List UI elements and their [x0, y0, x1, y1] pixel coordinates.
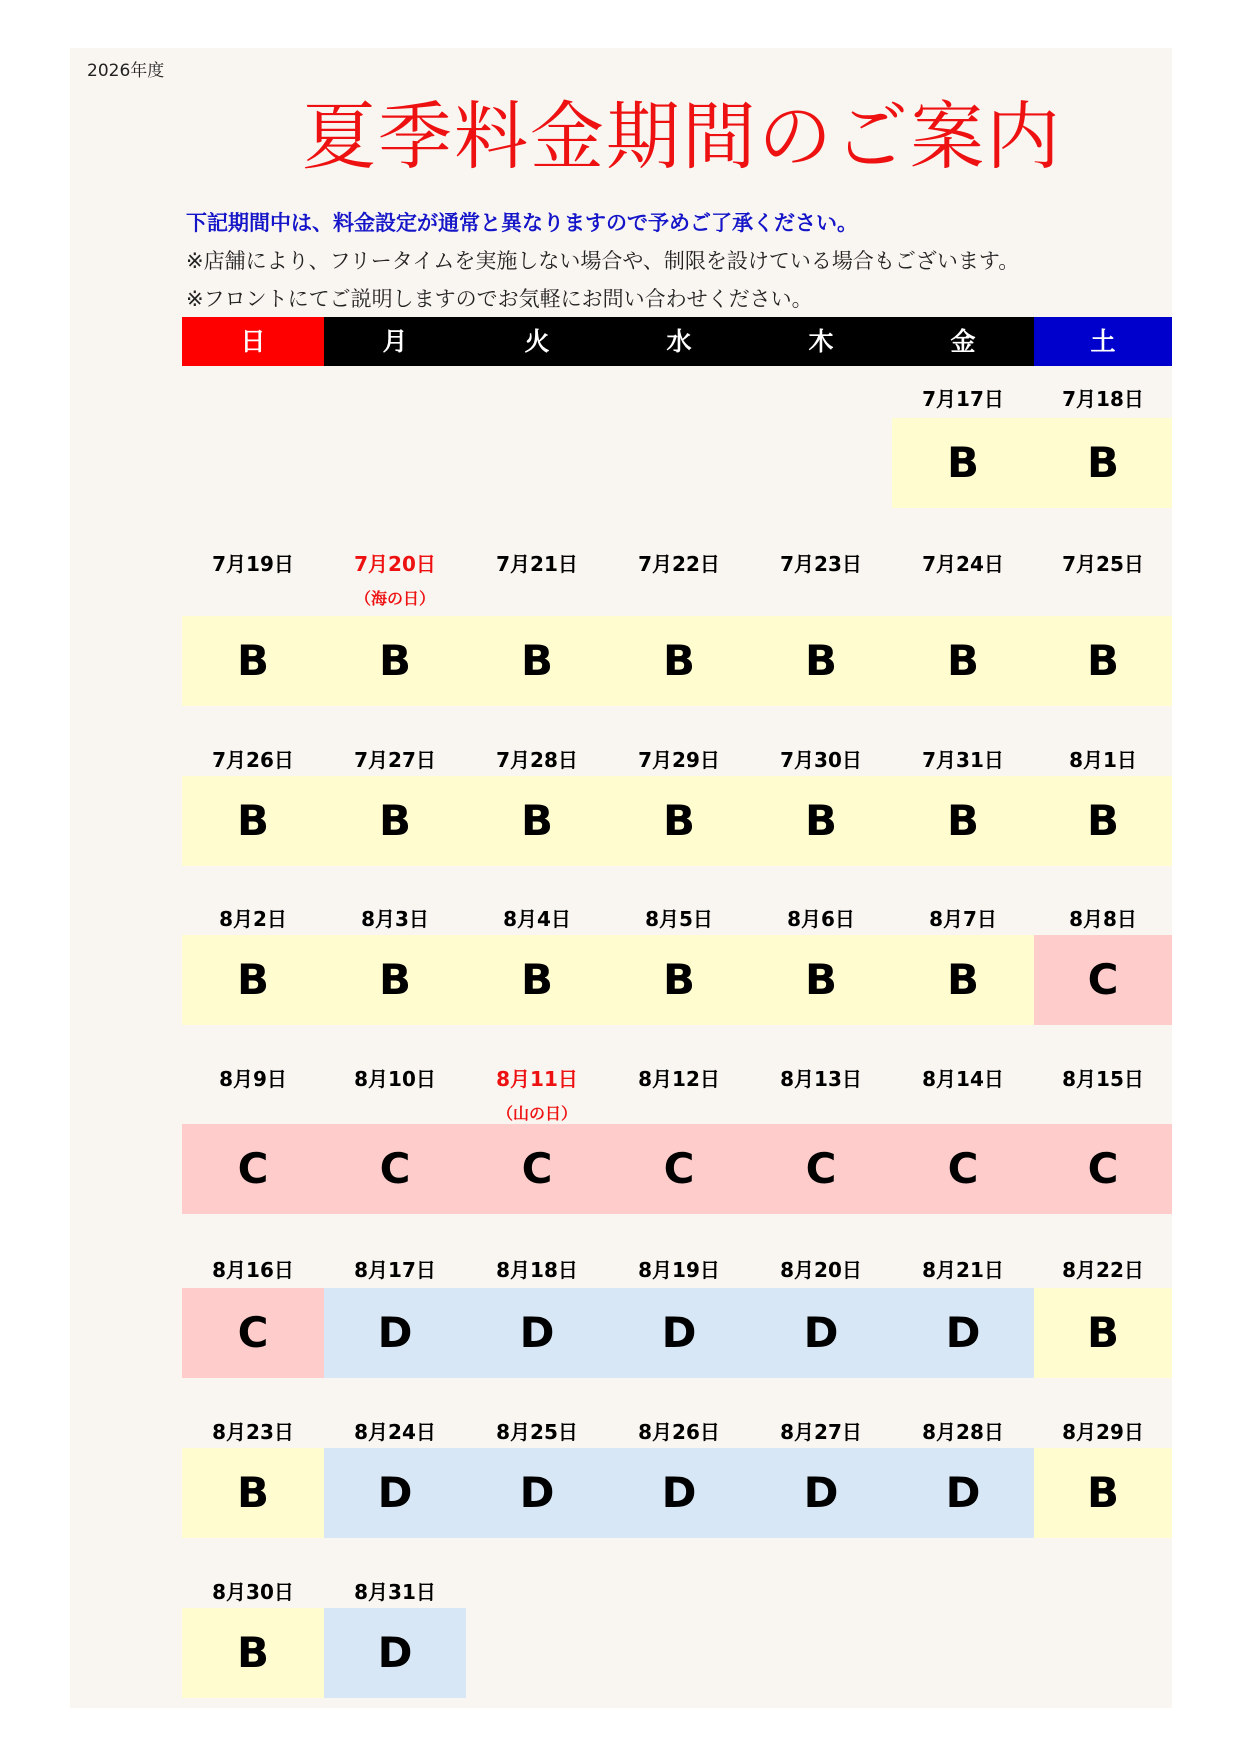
day-date: 7月28日: [496, 748, 578, 772]
day-date: 7月30日: [780, 748, 862, 772]
weekday-wednesday: 水: [608, 317, 750, 366]
rate-cell: B: [182, 1448, 324, 1538]
rate-cell: D: [608, 1288, 750, 1378]
day-date: 8月28日: [922, 1420, 1004, 1444]
rate-cell: B: [466, 616, 608, 706]
day-date: 8月14日: [922, 1067, 1004, 1091]
day-date: 7月20日: [354, 552, 436, 576]
notice-contact: ※フロントにてご説明しますのでお気軽にお問い合わせください。: [186, 287, 813, 311]
day-date: 8月3日: [361, 907, 429, 931]
day-date: 8月24日: [354, 1420, 436, 1444]
day-date: 7月31日: [922, 748, 1004, 772]
day-date: 8月29日: [1062, 1420, 1144, 1444]
day-date: 8月20日: [780, 1258, 862, 1282]
rate-cell: D: [892, 1288, 1034, 1378]
rate-cell: B: [892, 418, 1034, 508]
rate-cell: B: [1034, 616, 1172, 706]
rate-cell: C: [1034, 935, 1172, 1025]
rate-cell: B: [324, 935, 466, 1025]
rate-cell: B: [892, 935, 1034, 1025]
rate-cell: C: [324, 1124, 466, 1214]
day-date: 8月10日: [354, 1067, 436, 1091]
holiday-name: （海の日）: [354, 589, 435, 608]
weekday-saturday: 土: [1034, 317, 1172, 366]
day-date: 8月27日: [780, 1420, 862, 1444]
day-date: 8月18日: [496, 1258, 578, 1282]
weekday-sunday: 日: [182, 317, 324, 366]
fiscal-year: 2026年度: [87, 61, 165, 81]
rate-cell: B: [324, 776, 466, 866]
rate-cell: D: [750, 1288, 892, 1378]
rate-cell: B: [324, 616, 466, 706]
day-date: 8月1日: [1069, 748, 1137, 772]
day-date: 8月6日: [787, 907, 855, 931]
day-date: 8月26日: [638, 1420, 720, 1444]
day-date: 7月19日: [212, 552, 294, 576]
rate-cell: D: [324, 1288, 466, 1378]
rate-cell: C: [182, 1288, 324, 1378]
rate-cell: B: [182, 776, 324, 866]
day-date: 8月15日: [1062, 1067, 1144, 1091]
weekday-tuesday: 火: [466, 317, 608, 366]
rate-cell: B: [892, 776, 1034, 866]
day-date: 7月18日: [1062, 387, 1144, 411]
day-date: 7月25日: [1062, 552, 1144, 576]
day-date: 7月23日: [780, 552, 862, 576]
day-date: 8月16日: [212, 1258, 294, 1282]
rate-cell: B: [1034, 776, 1172, 866]
rate-cell: B: [466, 776, 608, 866]
rate-cell: B: [750, 935, 892, 1025]
day-date: 8月19日: [638, 1258, 720, 1282]
day-date: 8月13日: [780, 1067, 862, 1091]
notice-free-time: ※店舗により、フリータイムを実施しない場合や、制限を設けている場合もございます。: [186, 249, 1020, 273]
rate-cell: D: [892, 1448, 1034, 1538]
day-date: 8月7日: [929, 907, 997, 931]
rate-cell: C: [182, 1124, 324, 1214]
holiday-name: （山の日）: [496, 1104, 577, 1123]
day-date: 8月12日: [638, 1067, 720, 1091]
rate-cell: D: [750, 1448, 892, 1538]
weekday-monday: 月: [324, 317, 466, 366]
rate-cell: B: [750, 616, 892, 706]
day-date: 8月31日: [354, 1580, 436, 1604]
rate-cell: D: [324, 1448, 466, 1538]
notice-main: 下記期間中は、料金設定が通常と異なりますので予めご了承ください。: [186, 211, 858, 235]
day-date: 8月4日: [503, 907, 571, 931]
rate-cell: C: [466, 1124, 608, 1214]
rate-cell: B: [892, 616, 1034, 706]
day-date: 7月29日: [638, 748, 720, 772]
weekday-header: [182, 317, 1172, 366]
rate-cell: C: [750, 1124, 892, 1214]
rate-cell: D: [608, 1448, 750, 1538]
rate-cell: C: [1034, 1124, 1172, 1214]
day-date: 8月25日: [496, 1420, 578, 1444]
day-date: 7月26日: [212, 748, 294, 772]
day-date: 7月21日: [496, 552, 578, 576]
rate-cell: B: [608, 776, 750, 866]
rate-cell: B: [182, 616, 324, 706]
rate-cell: B: [182, 1608, 324, 1698]
rate-cell: C: [608, 1124, 750, 1214]
rate-cell: D: [466, 1288, 608, 1378]
day-date: 8月9日: [219, 1067, 287, 1091]
day-date: 8月30日: [212, 1580, 294, 1604]
day-date: 8月22日: [1062, 1258, 1144, 1282]
day-date: 7月27日: [354, 748, 436, 772]
rate-cell: B: [466, 935, 608, 1025]
rate-cell: B: [750, 776, 892, 866]
day-date: 8月8日: [1069, 907, 1137, 931]
day-date: 7月17日: [922, 387, 1004, 411]
rate-cell: C: [892, 1124, 1034, 1214]
rate-cell: B: [1034, 418, 1172, 508]
day-date: 7月22日: [638, 552, 720, 576]
weekday-friday: 金: [892, 317, 1034, 366]
rate-cell: B: [1034, 1288, 1172, 1378]
day-date: 8月11日: [496, 1067, 578, 1091]
page-title: 夏季料金期間のご案内: [302, 94, 1062, 180]
rate-cell: D: [466, 1448, 608, 1538]
rate-cell: B: [1034, 1448, 1172, 1538]
weekday-thursday: 木: [750, 317, 892, 366]
rate-cell: B: [182, 935, 324, 1025]
day-date: 8月21日: [922, 1258, 1004, 1282]
day-date: 8月23日: [212, 1420, 294, 1444]
rate-cell: B: [608, 935, 750, 1025]
rate-cell: D: [324, 1608, 466, 1698]
day-date: 7月24日: [922, 552, 1004, 576]
rate-cell: B: [608, 616, 750, 706]
day-date: 8月2日: [219, 907, 287, 931]
day-date: 8月5日: [645, 907, 713, 931]
day-date: 8月17日: [354, 1258, 436, 1282]
